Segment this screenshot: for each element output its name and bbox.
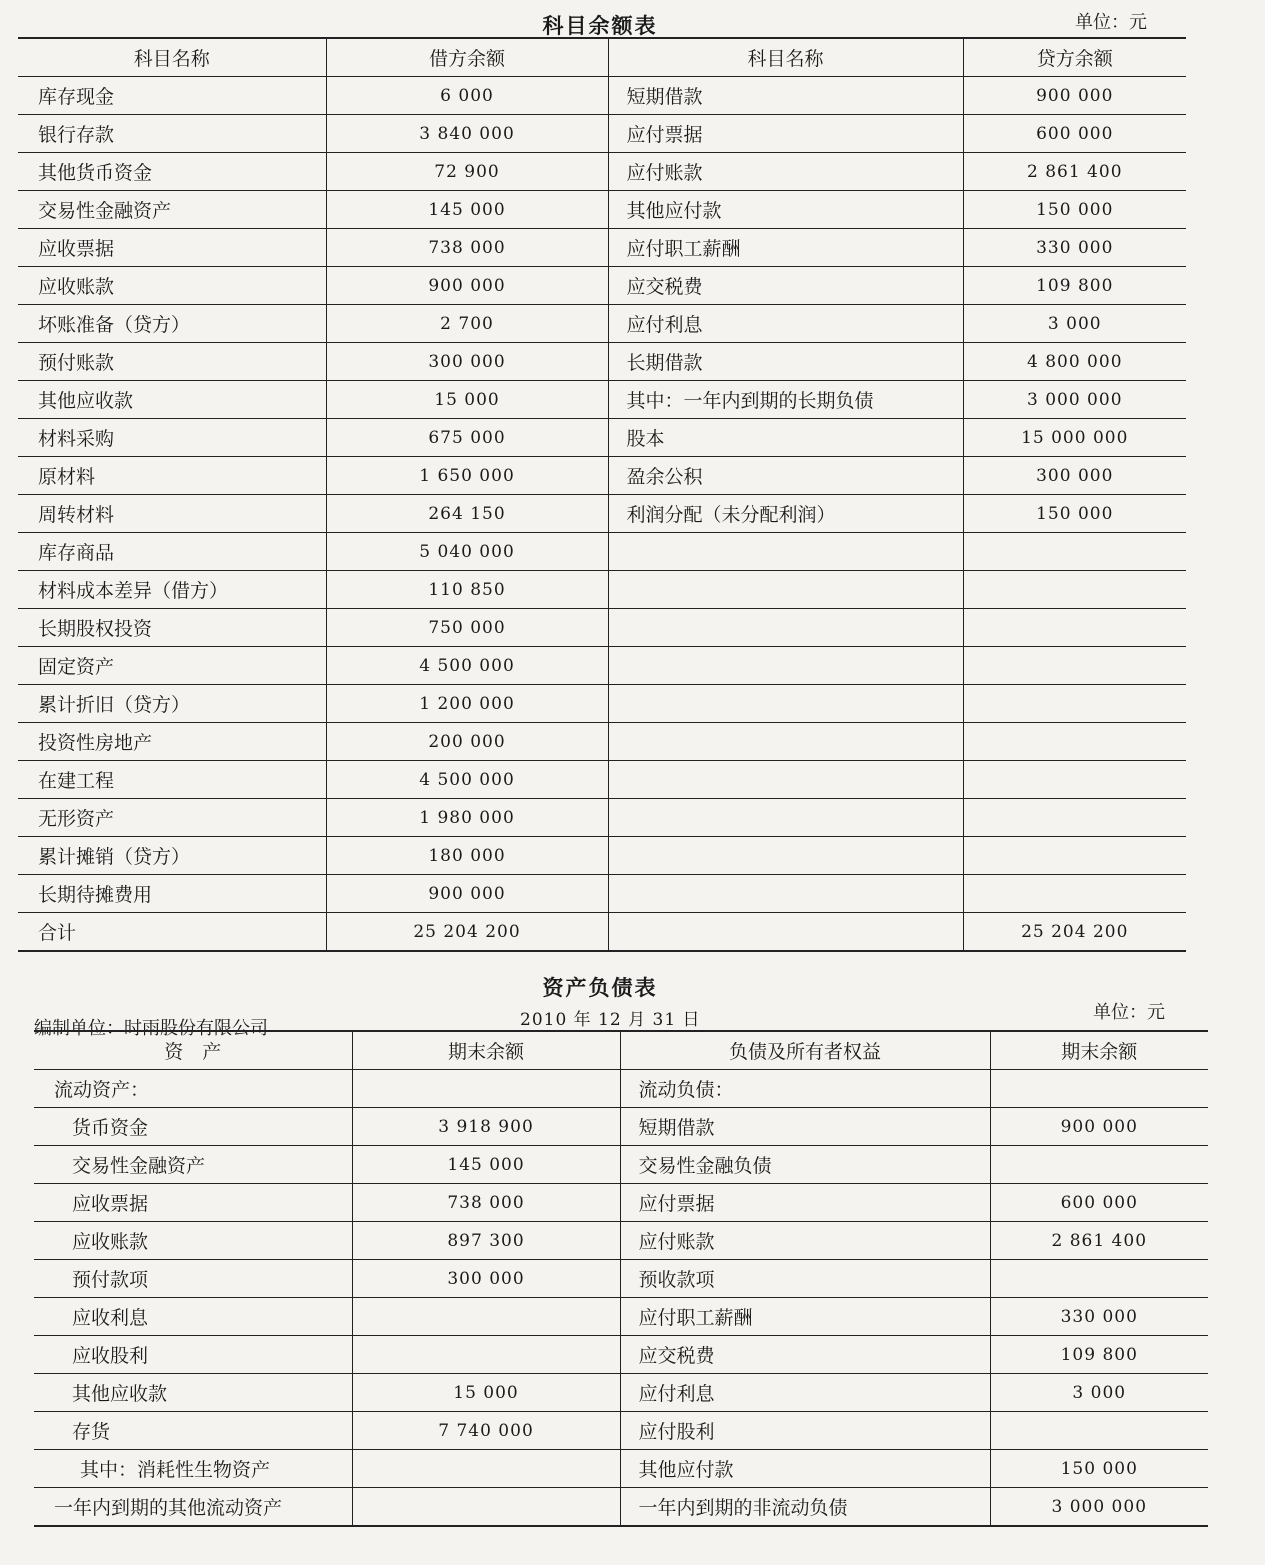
balance-row xyxy=(18,875,1186,913)
balance-row xyxy=(18,343,1186,381)
balance-right-name: 其中：一年内到期的长期负债 xyxy=(608,381,963,419)
balance-row xyxy=(18,457,1186,495)
balance-left-amount: 738 000 xyxy=(326,229,608,267)
balance-row xyxy=(18,761,1186,799)
balance-right-name: 利润分配（未分配利润） xyxy=(608,495,963,533)
balance-header-credit-name: 科目名称 xyxy=(608,38,963,77)
sheet-left-amount xyxy=(352,1336,620,1374)
balance-right-name: 盈余公积 xyxy=(608,457,963,495)
sheet-right-name: 应交税费 xyxy=(620,1336,990,1374)
balance-left-name: 无形资产 xyxy=(18,799,326,837)
balance-left-amount: 180 000 xyxy=(326,837,608,875)
balance-right-amount: 15 000 000 xyxy=(963,419,1186,457)
sheet-left-amount: 738 000 xyxy=(352,1184,620,1222)
sheet-row xyxy=(34,1070,1208,1108)
balance-right-name: 股本 xyxy=(608,419,963,457)
balance-right-amount xyxy=(963,685,1186,723)
balance-left-name: 累计摊销（贷方） xyxy=(18,837,326,875)
balance-right-name: 应付职工薪酬 xyxy=(608,229,963,267)
balance-left-amount: 2 700 xyxy=(326,305,608,343)
sheet-row xyxy=(34,1412,1208,1450)
balance-right-name: 短期借款 xyxy=(608,77,963,115)
balance-right-amount xyxy=(963,609,1186,647)
balance-right-name: 应付票据 xyxy=(608,115,963,153)
balance-right-amount: 3 000 000 xyxy=(963,381,1186,419)
balance-left-amount: 3 840 000 xyxy=(326,115,608,153)
sheet-left-name: 交易性金融资产 xyxy=(34,1146,352,1184)
balance-left-name: 合计 xyxy=(18,913,326,952)
sheet-header-asset-amount: 期末余额 xyxy=(352,1031,620,1070)
balance-title: 科目余额表 xyxy=(542,14,658,38)
balance-left-name: 周转材料 xyxy=(18,495,326,533)
balance-left-amount: 300 000 xyxy=(326,343,608,381)
balance-row xyxy=(18,153,1186,191)
sheet-right-name: 应付账款 xyxy=(620,1222,990,1260)
balance-row xyxy=(18,647,1186,685)
balance-row xyxy=(18,381,1186,419)
balance-left-name: 库存现金 xyxy=(18,77,326,115)
balance-right-amount xyxy=(963,837,1186,875)
balance-left-name: 长期股权投资 xyxy=(18,609,326,647)
balance-row xyxy=(18,685,1186,723)
balance-header-credit-amount: 贷方余额 xyxy=(963,38,1186,77)
balance-row xyxy=(18,799,1186,837)
balance-right-name xyxy=(608,571,963,609)
sheet-preparer: 编制单位：时雨股份有限公司 xyxy=(34,1018,268,1039)
sheet-header-liabilities: 负债及所有者权益 xyxy=(620,1031,990,1070)
balance-left-amount: 1 980 000 xyxy=(326,799,608,837)
sheet-row xyxy=(34,1450,1208,1488)
sheet-date: 2010 年 12 月 31 日 xyxy=(520,1010,701,1030)
sheet-right-amount: 900 000 xyxy=(990,1108,1208,1146)
sheet-right-name: 流动负债： xyxy=(620,1070,990,1108)
sheet-row xyxy=(34,1374,1208,1412)
balance-right-amount: 150 000 xyxy=(963,495,1186,533)
balance-left-name: 应收账款 xyxy=(18,267,326,305)
sheet-left-name: 应收账款 xyxy=(34,1222,352,1260)
balance-left-amount: 1 200 000 xyxy=(326,685,608,723)
sheet-left-amount xyxy=(352,1488,620,1527)
balance-left-amount: 15 000 xyxy=(326,381,608,419)
balance-right-amount xyxy=(963,533,1186,571)
balance-right-amount: 600 000 xyxy=(963,115,1186,153)
sheet-left-name: 其中：消耗性生物资产 xyxy=(34,1450,352,1488)
sheet-left-name: 预付款项 xyxy=(34,1260,352,1298)
balance-right-amount: 150 000 xyxy=(963,191,1186,229)
balance-right-name xyxy=(608,761,963,799)
sheet-right-name: 应付票据 xyxy=(620,1184,990,1222)
balance-left-amount: 750 000 xyxy=(326,609,608,647)
balance-left-amount: 72 900 xyxy=(326,153,608,191)
balance-left-name: 材料成本差异（借方） xyxy=(18,571,326,609)
sheet-right-name: 一年内到期的非流动负债 xyxy=(620,1488,990,1527)
sheet-right-name: 交易性金融负债 xyxy=(620,1146,990,1184)
balance-right-amount: 330 000 xyxy=(963,229,1186,267)
balance-right-amount: 25 204 200 xyxy=(963,913,1186,952)
balance-right-name xyxy=(608,647,963,685)
balance-right-name xyxy=(608,723,963,761)
balance-unit: 单位：元 xyxy=(1075,12,1147,33)
balance-left-amount: 900 000 xyxy=(326,267,608,305)
balance-left-name: 累计折旧（贷方） xyxy=(18,685,326,723)
balance-right-name xyxy=(608,533,963,571)
balance-right-amount xyxy=(963,875,1186,913)
balance-right-name xyxy=(608,609,963,647)
balance-left-amount: 4 500 000 xyxy=(326,761,608,799)
sheet-left-name: 应收股利 xyxy=(34,1336,352,1374)
sheet-left-amount: 897 300 xyxy=(352,1222,620,1260)
sheet-right-amount xyxy=(990,1260,1208,1298)
sheet-table xyxy=(34,1030,1208,1527)
sheet-left-name: 一年内到期的其他流动资产 xyxy=(34,1488,352,1527)
sheet-left-amount: 7 740 000 xyxy=(352,1412,620,1450)
balance-right-name xyxy=(608,799,963,837)
balance-left-amount: 5 040 000 xyxy=(326,533,608,571)
sheet-left-name: 应收票据 xyxy=(34,1184,352,1222)
balance-left-amount: 145 000 xyxy=(326,191,608,229)
balance-row xyxy=(18,191,1186,229)
sheet-left-amount: 145 000 xyxy=(352,1146,620,1184)
sheet-left-amount: 15 000 xyxy=(352,1374,620,1412)
sheet-left-amount: 3 918 900 xyxy=(352,1108,620,1146)
balance-left-name: 交易性金融资产 xyxy=(18,191,326,229)
balance-right-amount: 2 861 400 xyxy=(963,153,1186,191)
sheet-right-amount: 3 000 000 xyxy=(990,1488,1208,1527)
balance-row xyxy=(18,115,1186,153)
sheet-right-amount xyxy=(990,1412,1208,1450)
balance-left-amount: 1 650 000 xyxy=(326,457,608,495)
sheet-left-amount xyxy=(352,1450,620,1488)
balance-right-name: 应交税费 xyxy=(608,267,963,305)
sheet-row xyxy=(34,1298,1208,1336)
balance-right-amount xyxy=(963,571,1186,609)
sheet-right-amount xyxy=(990,1070,1208,1108)
sheet-header-assets: 资 产 xyxy=(34,1031,352,1070)
balance-right-amount xyxy=(963,723,1186,761)
balance-row xyxy=(18,609,1186,647)
balance-left-name: 在建工程 xyxy=(18,761,326,799)
balance-right-amount: 3 000 xyxy=(963,305,1186,343)
balance-right-amount: 4 800 000 xyxy=(963,343,1186,381)
balance-left-name: 其他货币资金 xyxy=(18,153,326,191)
balance-right-amount xyxy=(963,647,1186,685)
balance-right-amount: 300 000 xyxy=(963,457,1186,495)
sheet-right-name: 应付职工薪酬 xyxy=(620,1298,990,1336)
sheet-row xyxy=(34,1336,1208,1374)
sheet-left-amount xyxy=(352,1070,620,1108)
balance-left-name: 预付账款 xyxy=(18,343,326,381)
balance-left-amount: 900 000 xyxy=(326,875,608,913)
balance-row xyxy=(18,837,1186,875)
sheet-row xyxy=(34,1146,1208,1184)
sheet-right-amount: 150 000 xyxy=(990,1450,1208,1488)
balance-left-name: 应收票据 xyxy=(18,229,326,267)
sheet-right-amount xyxy=(990,1146,1208,1184)
balance-left-name: 投资性房地产 xyxy=(18,723,326,761)
balance-row xyxy=(18,571,1186,609)
sheet-left-name: 其他应收款 xyxy=(34,1374,352,1412)
balance-right-amount: 900 000 xyxy=(963,77,1186,115)
sheet-right-name: 短期借款 xyxy=(620,1108,990,1146)
balance-row xyxy=(18,305,1186,343)
sheet-left-name: 流动资产： xyxy=(34,1070,352,1108)
balance-table xyxy=(18,37,1186,952)
balance-header-debit-amount: 借方余额 xyxy=(326,38,608,77)
balance-left-amount: 675 000 xyxy=(326,419,608,457)
balance-right-name xyxy=(608,685,963,723)
sheet-right-name: 应付股利 xyxy=(620,1412,990,1450)
balance-row xyxy=(18,229,1186,267)
sheet-row xyxy=(34,1108,1208,1146)
balance-right-name xyxy=(608,875,963,913)
balance-right-name: 其他应付款 xyxy=(608,191,963,229)
balance-left-name: 材料采购 xyxy=(18,419,326,457)
balance-right-amount: 109 800 xyxy=(963,267,1186,305)
balance-row xyxy=(18,77,1186,115)
balance-left-amount: 6 000 xyxy=(326,77,608,115)
balance-left-name: 固定资产 xyxy=(18,647,326,685)
balance-header-row xyxy=(18,38,1186,77)
balance-left-amount: 264 150 xyxy=(326,495,608,533)
balance-left-amount: 200 000 xyxy=(326,723,608,761)
sheet-right-amount: 109 800 xyxy=(990,1336,1208,1374)
sheet-right-amount: 600 000 xyxy=(990,1184,1208,1222)
sheet-left-name: 存货 xyxy=(34,1412,352,1450)
balance-left-name: 银行存款 xyxy=(18,115,326,153)
balance-left-name: 长期待摊费用 xyxy=(18,875,326,913)
sheet-header-row xyxy=(34,1031,1208,1070)
sheet-unit: 单位：元 xyxy=(1093,1002,1165,1023)
sheet-title: 资产负债表 xyxy=(542,976,658,1000)
sheet-right-amount: 3 000 xyxy=(990,1374,1208,1412)
sheet-row xyxy=(34,1488,1208,1527)
balance-right-name: 长期借款 xyxy=(608,343,963,381)
sheet-right-amount: 2 861 400 xyxy=(990,1222,1208,1260)
sheet-row xyxy=(34,1260,1208,1298)
balance-left-name: 原材料 xyxy=(18,457,326,495)
sheet-right-name: 预收款项 xyxy=(620,1260,990,1298)
sheet-left-amount: 300 000 xyxy=(352,1260,620,1298)
balance-left-amount: 4 500 000 xyxy=(326,647,608,685)
balance-row xyxy=(18,533,1186,571)
sheet-right-amount: 330 000 xyxy=(990,1298,1208,1336)
balance-right-name xyxy=(608,913,963,952)
sheet-right-name: 应付利息 xyxy=(620,1374,990,1412)
balance-left-amount: 25 204 200 xyxy=(326,913,608,952)
balance-header-debit-name: 科目名称 xyxy=(18,38,326,77)
balance-row xyxy=(18,495,1186,533)
balance-row xyxy=(18,913,1186,952)
sheet-row xyxy=(34,1184,1208,1222)
balance-right-name xyxy=(608,837,963,875)
balance-right-amount xyxy=(963,761,1186,799)
balance-right-name: 应付账款 xyxy=(608,153,963,191)
sheet-row xyxy=(34,1222,1208,1260)
balance-left-amount: 110 850 xyxy=(326,571,608,609)
balance-right-name: 应付利息 xyxy=(608,305,963,343)
balance-left-name: 坏账准备（贷方） xyxy=(18,305,326,343)
balance-row xyxy=(18,419,1186,457)
balance-row xyxy=(18,723,1186,761)
balance-right-amount xyxy=(963,799,1186,837)
balance-row xyxy=(18,267,1186,305)
balance-left-name: 其他应收款 xyxy=(18,381,326,419)
sheet-right-name: 其他应付款 xyxy=(620,1450,990,1488)
sheet-header-liability-amount: 期末余额 xyxy=(990,1031,1208,1070)
sheet-left-name: 应收利息 xyxy=(34,1298,352,1336)
sheet-left-name: 货币资金 xyxy=(34,1108,352,1146)
balance-left-name: 库存商品 xyxy=(18,533,326,571)
sheet-left-amount xyxy=(352,1298,620,1336)
